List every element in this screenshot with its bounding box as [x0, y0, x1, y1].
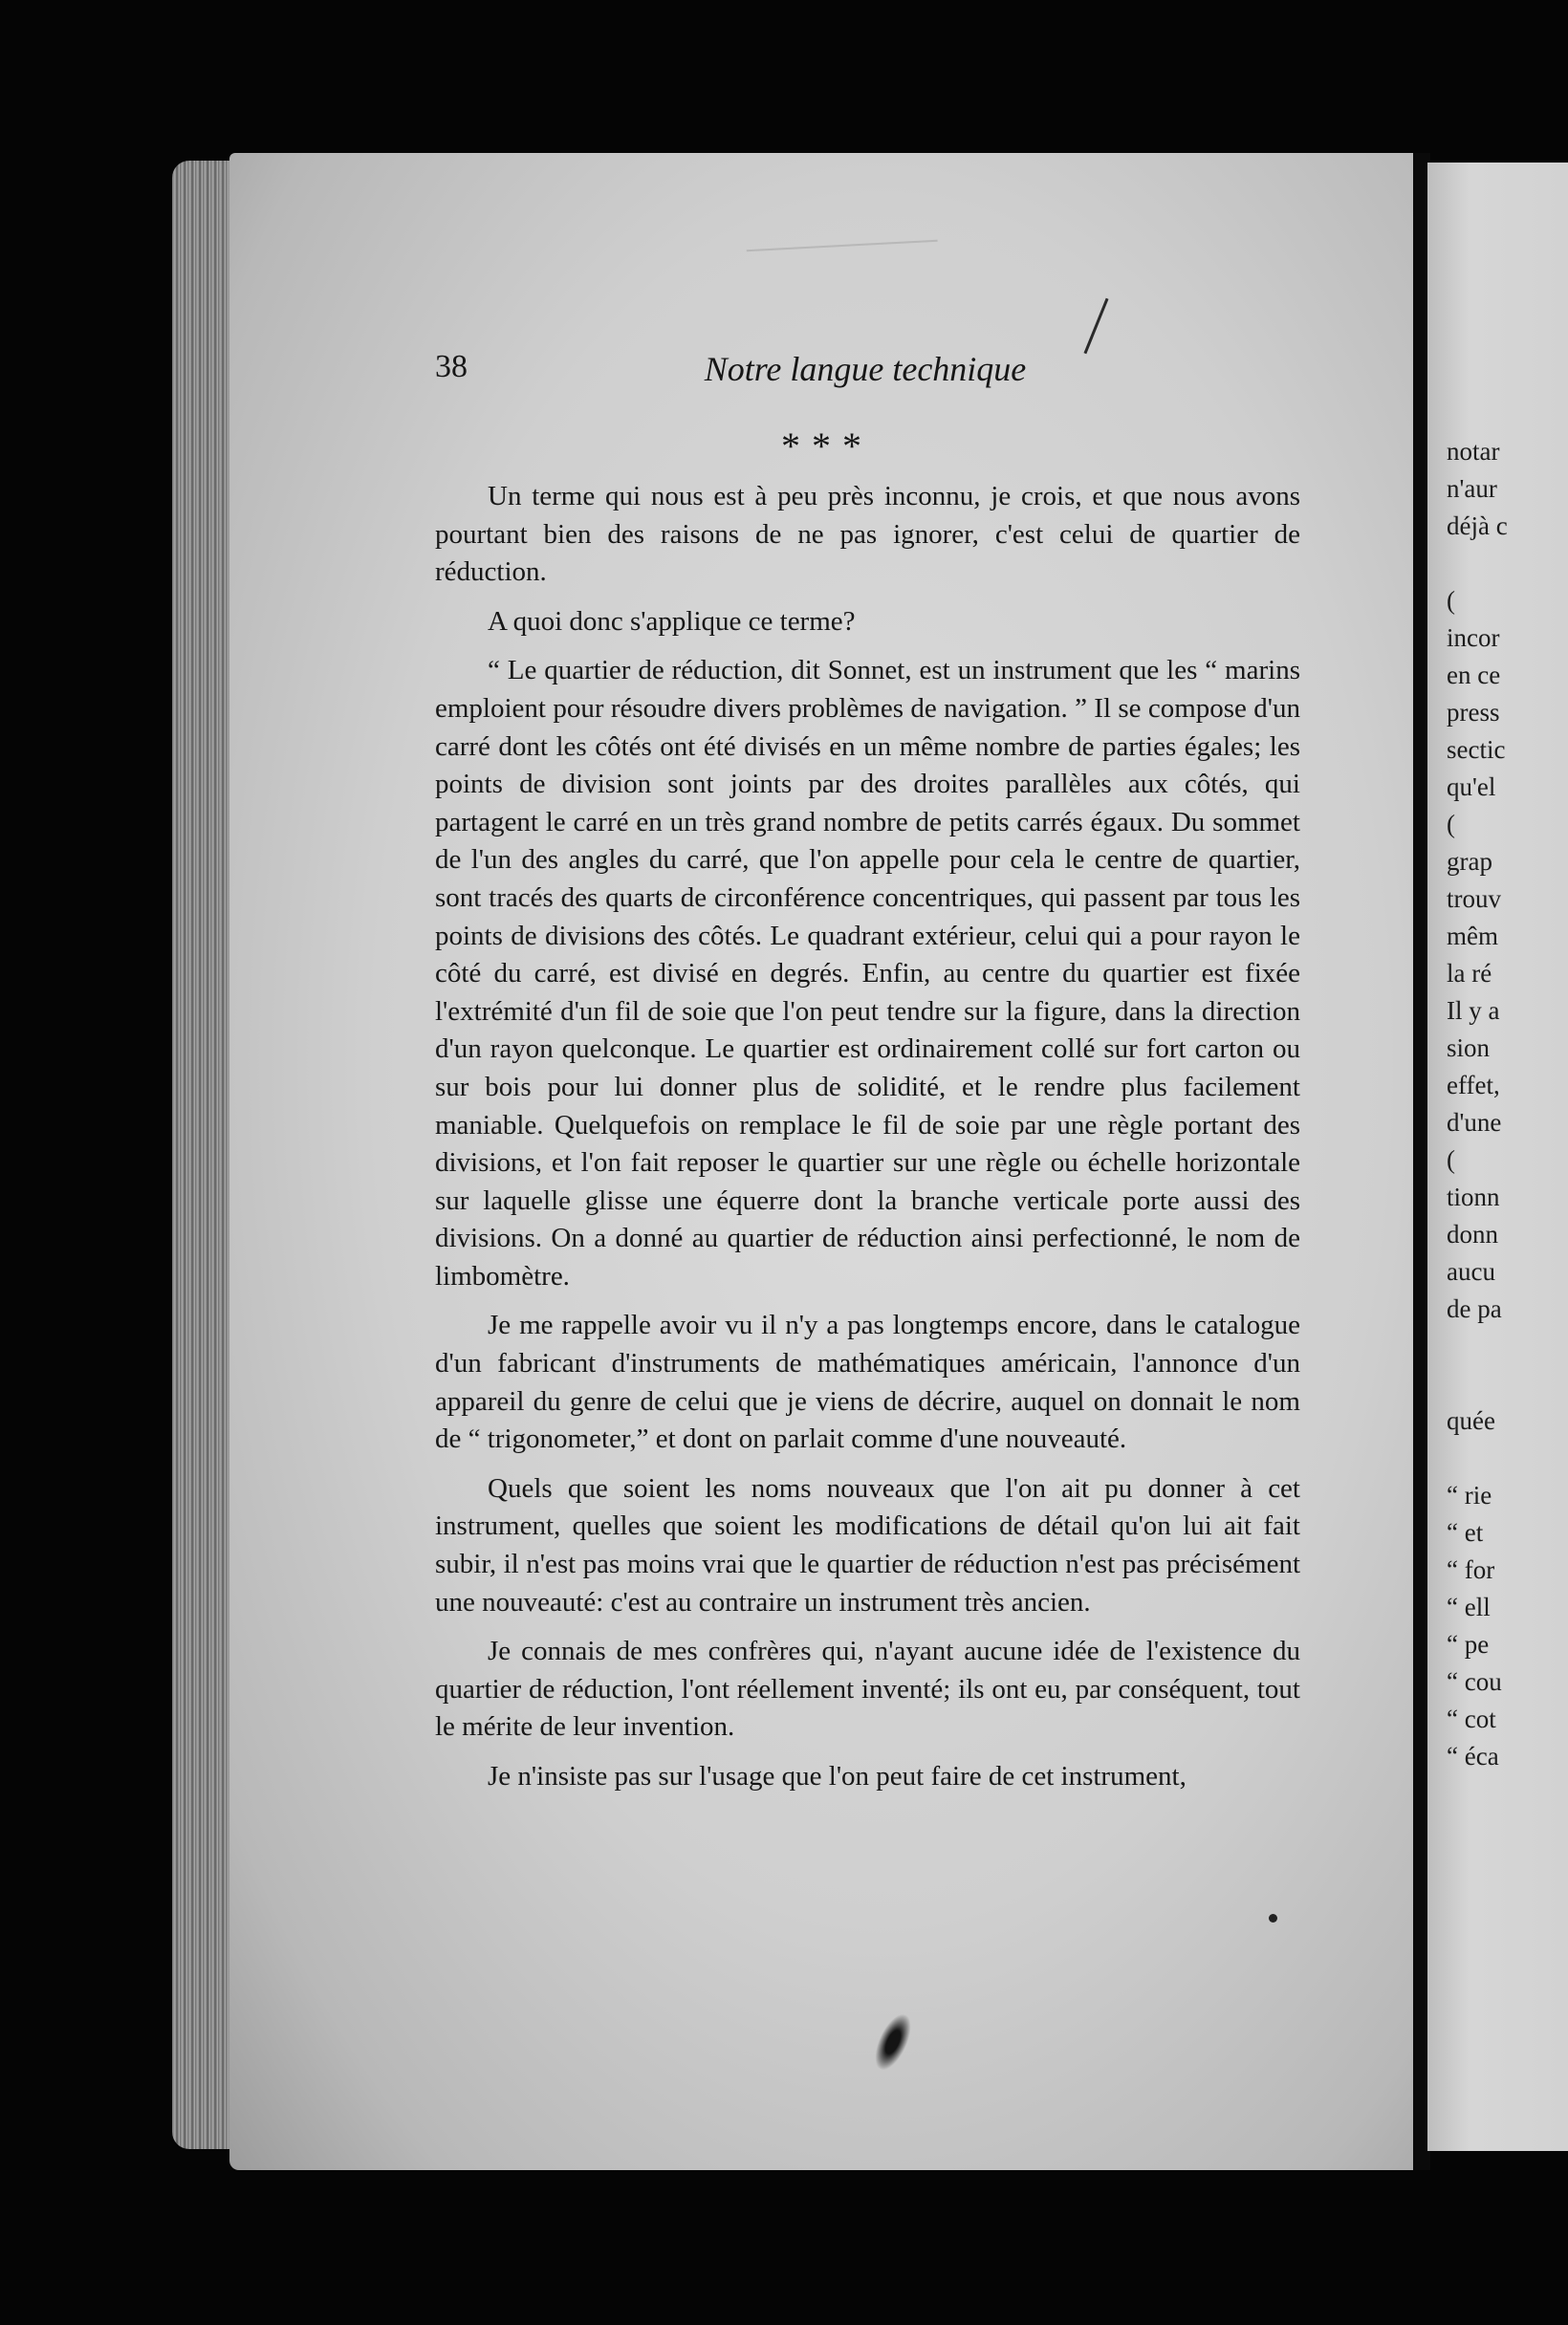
right-page-line: “ for: [1447, 1555, 1495, 1584]
right-page-line: incor: [1447, 623, 1500, 652]
right-page-line: “ rie: [1447, 1481, 1492, 1510]
right-page-line: qu'el: [1447, 772, 1496, 801]
right-page-line: “ pe: [1447, 1630, 1490, 1659]
right-page-line: (: [1447, 810, 1455, 838]
section-asterism: * * *: [780, 424, 863, 467]
right-page-line: [1447, 1365, 1568, 1402]
page-number: 38: [435, 349, 468, 384]
right-page-fragment: [1427, 163, 1568, 2151]
right-page-line: “ éca: [1447, 1742, 1499, 1771]
right-page-line: aucu: [1447, 1257, 1495, 1286]
right-page-line: (: [1447, 586, 1455, 615]
right-page-line: (: [1447, 1145, 1455, 1174]
page-header: [435, 349, 1296, 397]
ink-dot: [1269, 1914, 1277, 1923]
left-page: [229, 153, 1415, 2170]
right-page-lines: [1447, 433, 1568, 1775]
right-page-line: trouv: [1447, 884, 1501, 913]
right-page-line: Il y a: [1447, 996, 1500, 1025]
paragraph: A quoi donc s'applique ce terme?: [488, 605, 856, 637]
right-page-line: mêm: [1447, 922, 1498, 950]
right-page-line: tionn: [1447, 1183, 1500, 1211]
right-page-line: press: [1447, 698, 1500, 727]
pencil-annotation: [745, 215, 937, 251]
right-page-line: [1447, 1440, 1568, 1477]
right-page-line: “ cot: [1447, 1705, 1496, 1733]
right-page-line: en ce: [1447, 661, 1501, 689]
paragraph: “ Le quartier de réduction, dit Sonnet, est un instrument que les “ marins emploient pour résoudre divers problèmes de navigation. ” Il se compose d'un carré dont les côtés ont été divisés en un même nombre de parties égales; les points de division sont joints par des droites parallèles aux côtés, qui partagent le carré en un très grand nombre de petits carrés égaux. Du sommet de l'un des angles du carré, que l'on appelle pour cela le centre de quartier, sont tracés des quarts de circonférence concentriques, qui passent par tous les points de divisions des côtés. Le quadrant extérieur, celui qui a pour rayon le côté du carré, est divisé en degrés. Enfin, au centre du quartier est fixée l'extrémité d'un fil de soie que l'on peut tendre sur la figure, dans la direction d'un rayon quelconque. Le quartier est ordinairement collé sur fort carton ou sur bois pour lui donner plus de solidité, et le rendre plus facilement maniable. Quelquefois on remplace le fil de soie par une règle portant des divisions, et l'on fait reposer le quartier sur une règle ou échelle horizontale sur laquelle glisse une équerre dont la branche verticale porte aussi des divisions. On a donné au quartier de réduction ainsi perfectionné, le nom de limbomètre.: [435, 655, 1300, 1292]
right-page-line: quée: [1447, 1406, 1495, 1435]
right-page-line: [1447, 1328, 1568, 1365]
body-text: [435, 478, 1300, 1796]
right-page-line: la ré: [1447, 959, 1492, 988]
paragraph: Quels que soient les noms nouveaux que l'on ait pu donner à cet instrument, quelles que soient les modifications de détail qu'on lui ait fait subir, il n'est pas moins vrai que le quartier de réduction n'est pas précisément une nouveauté: c'est au contraire un instrument très ancien.: [435, 1472, 1300, 1618]
right-page-line: grap: [1447, 847, 1492, 876]
paragraph: Je me rappelle avoir vu il n'y a pas longtemps encore, dans le catalogue d'un fabricant d'instruments de mathématiques américain, l'annonce d'un appareil du genre de celui que je viens de décrire, auquel on donnait le nom de “ trigonometer,” et dont on parlait comme d'une nouveauté.: [435, 1310, 1300, 1455]
right-page-line: n'aur: [1447, 474, 1497, 503]
right-page-line: déjà c: [1447, 511, 1508, 540]
right-page-line: effet,: [1447, 1071, 1500, 1099]
paragraph: Je connais de mes confrères qui, n'ayant aucune idée de l'existence du quartier de réduction, l'ont réellement inventé; ils ont eu, par conséquent, tout le mérite de leur invention.: [435, 1636, 1300, 1743]
right-page-line: notar: [1447, 437, 1500, 466]
paragraph: Je n'insiste pas sur l'usage que l'on peut faire de cet instrument,: [488, 1761, 1187, 1792]
paragraph: Un terme qui nous est à peu près inconnu, je crois, et que nous avons pourtant bien des raisons de ne pas ignorer, c'est celui de quartier de réduction.: [435, 481, 1300, 588]
right-page-line: sectic: [1447, 735, 1506, 764]
right-page-line: [1447, 545, 1568, 582]
right-page-line: “ cou: [1447, 1667, 1502, 1696]
right-page-line: d'une: [1447, 1108, 1502, 1137]
ink-smudge: [868, 2010, 918, 2075]
running-title: Notre langue technique: [704, 350, 1027, 388]
right-page-line: “ et: [1447, 1518, 1484, 1547]
right-page-line: “ ell: [1447, 1593, 1491, 1621]
right-page-line: de pa: [1447, 1294, 1502, 1323]
right-page-line: donn: [1447, 1220, 1498, 1249]
right-page-line: sion: [1447, 1033, 1491, 1062]
pencil-stroke: [1083, 298, 1108, 355]
